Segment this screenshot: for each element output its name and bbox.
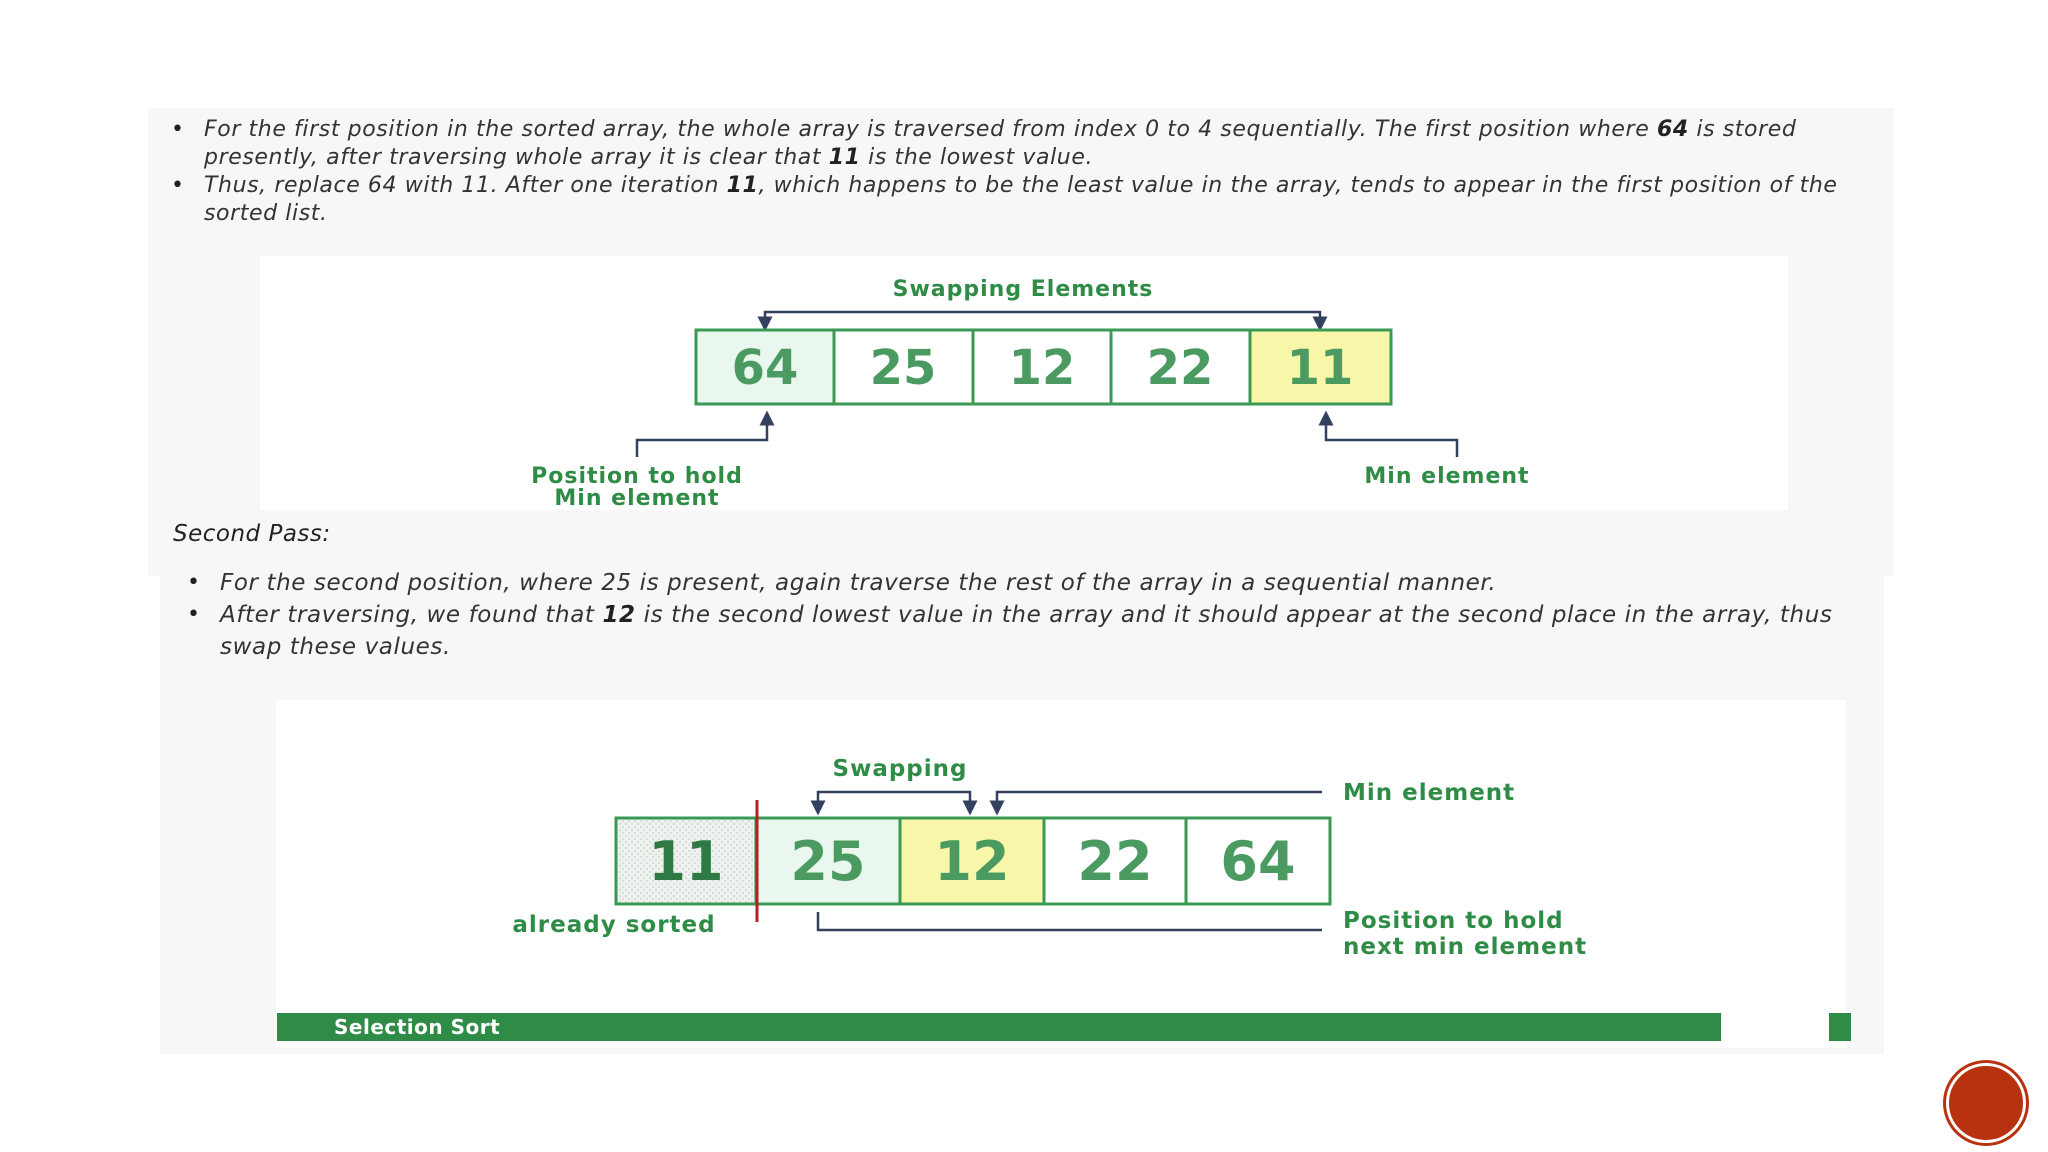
slide-badge — [1946, 1063, 2026, 1143]
label-min-element-right: Min element — [1364, 464, 1530, 489]
cell-value: 22 — [1146, 340, 1214, 396]
cell-value: 11 — [648, 830, 724, 893]
diagram1-title: Swapping Elements — [892, 277, 1154, 302]
cell-value: 64 — [1220, 830, 1296, 893]
label-min-element-2: Min element — [1343, 780, 1516, 806]
cell-value: 22 — [1077, 830, 1153, 893]
label-position-to-hold: Position to hold — [531, 464, 743, 489]
label-already-sorted: already sorted — [512, 912, 716, 938]
min-pointer-2 — [997, 792, 1322, 808]
position-pointer-2 — [818, 912, 1322, 930]
cell-value: 25 — [869, 340, 937, 396]
cell-value: 64 — [731, 340, 799, 396]
bullet-item: • After traversing, we found that 12 is the second lowest value in the array and it should appear at the second place in the array, thus swap these values. — [220, 599, 1880, 663]
cell-value: 25 — [790, 830, 866, 893]
swap-connector-line-2 — [818, 792, 970, 806]
bullet-item: • For the second position, where 25 is present, again traverse the rest of the array in a sequential manner. — [220, 567, 1880, 599]
swap-connector-line — [765, 312, 1320, 322]
min-pointer — [1326, 418, 1457, 457]
position-pointer — [637, 418, 767, 457]
diagram2-title: Swapping — [832, 756, 968, 782]
bullet-item: • For the first position in the sorted array, the whole array is traversed from index 0 to 4 sequentially. The first position where 64 is stored presently, after traversing whole array it is clear that 11 is the lowest value. — [204, 116, 1884, 172]
label-next-min-element: next min element — [1343, 934, 1588, 960]
footer-title: Selection Sort — [334, 1015, 501, 1039]
second-pass-heading: Second Pass: — [173, 521, 331, 547]
footer-bar-end — [1829, 1013, 1851, 1041]
label-min-element-left: Min element — [554, 486, 720, 511]
label-position-to-hold-2: Position to hold — [1343, 908, 1564, 934]
array-cells-2 — [616, 818, 1330, 904]
cell-value: 12 — [1008, 340, 1076, 396]
bullet-item: • Thus, replace 64 with 11. After one iteration 11, which happens to be the least value in the array, tends to appear in the first position of the sorted list. — [204, 172, 1884, 228]
cell-value: 12 — [934, 830, 1010, 893]
cell-value: 11 — [1286, 340, 1354, 396]
array-cells-1 — [696, 330, 1391, 404]
